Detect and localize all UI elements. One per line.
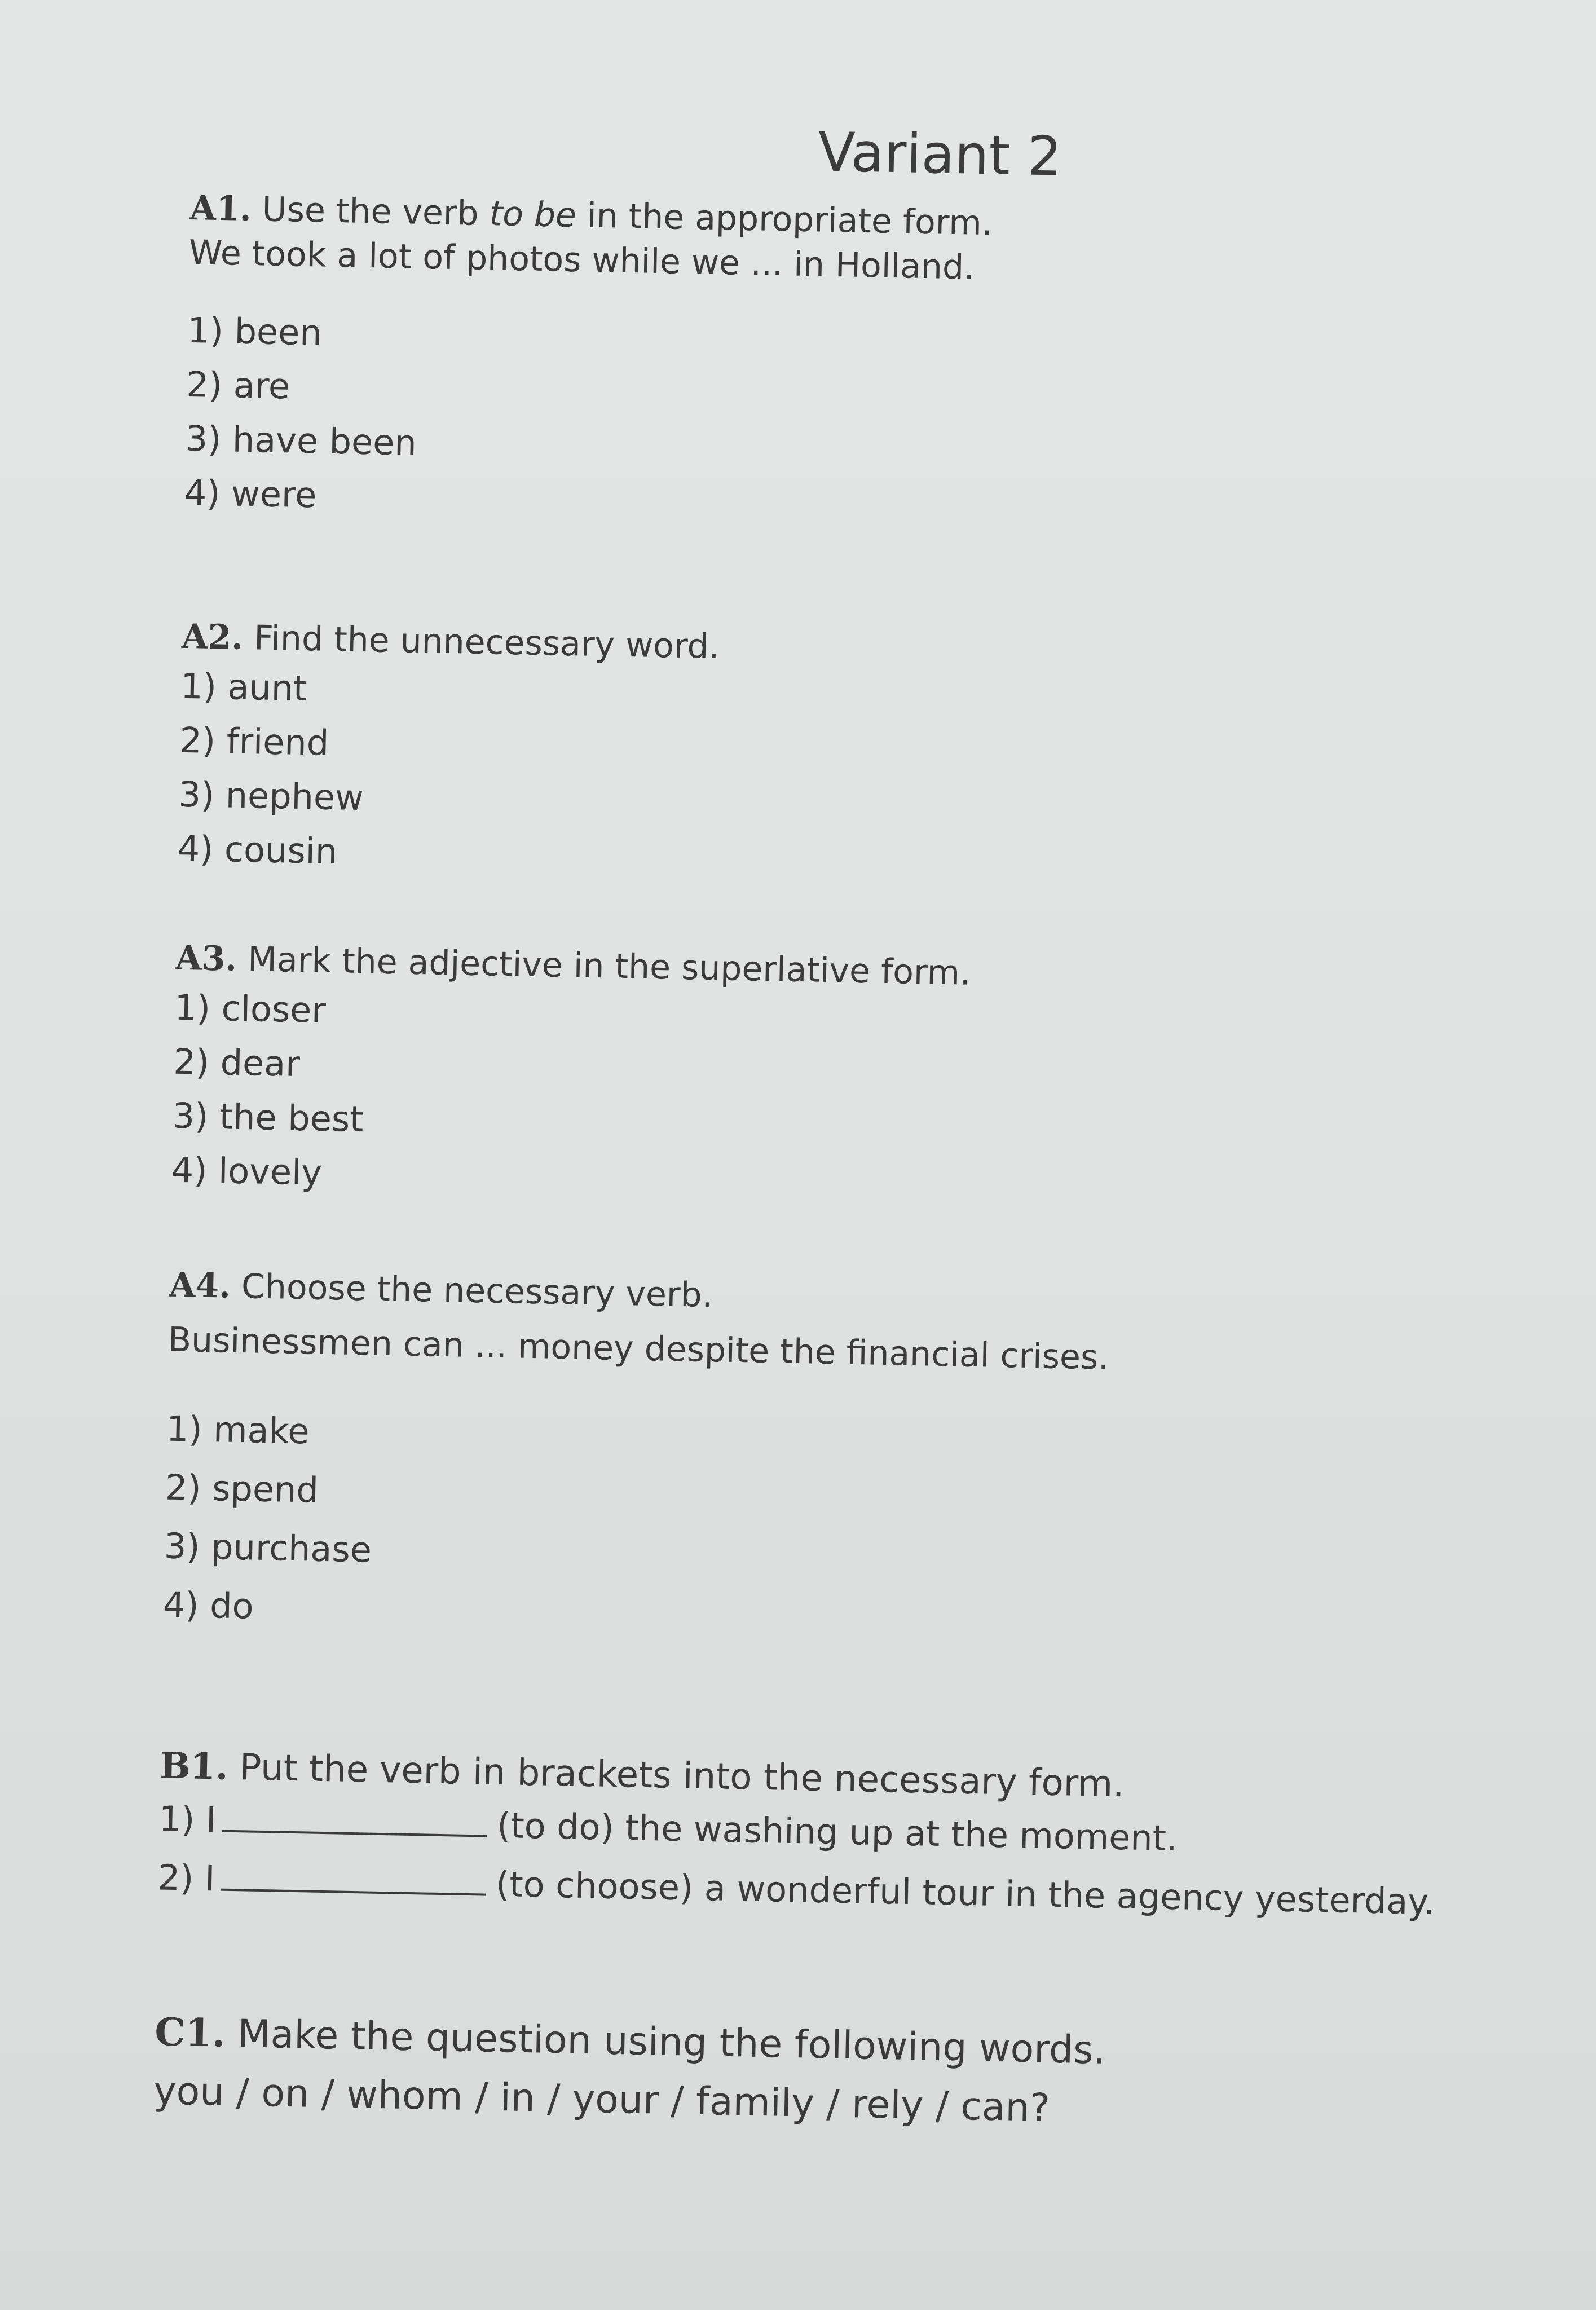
- question-c1: [153, 2007, 1509, 2143]
- question-number: A3.: [175, 938, 237, 979]
- question-number: A1.: [189, 188, 252, 230]
- option-2: 2) friend: [179, 719, 329, 764]
- question-a1: [184, 186, 1544, 546]
- question-c1-instruction: C1. Make the question using the following words.: [154, 2009, 1106, 2073]
- option-4: 4) lovely: [171, 1149, 323, 1193]
- answer-options: [162, 1400, 1520, 1660]
- question-a3-instruction: A3. Mark the adjective in the superlative form.: [175, 938, 971, 993]
- question-a3: [171, 936, 1529, 1223]
- gap-item-1: 1) I (to do) the washing up at the moment.: [158, 1798, 1178, 1859]
- question-a4: [162, 1263, 1523, 1660]
- answer-options: [171, 981, 1528, 1223]
- option-1: 1) closer: [174, 986, 327, 1031]
- option-3: 3) purchase: [164, 1525, 372, 1571]
- question-a2: [177, 615, 1535, 902]
- option-2: 2) spend: [165, 1466, 319, 1511]
- question-number: B1.: [159, 1744, 229, 1788]
- question-number: C1.: [154, 2009, 226, 2056]
- option-4: 4) do: [162, 1584, 254, 1627]
- option-3: 3) have been: [185, 418, 417, 464]
- answer-blank[interactable]: [222, 1802, 487, 1837]
- question-number: A2.: [181, 616, 244, 658]
- question-a1-sentence: We took a lot of photos while we ... in Holland.: [188, 233, 975, 288]
- option-3: 3) the best: [171, 1095, 364, 1140]
- option-4: 4) were: [184, 472, 317, 516]
- option-3: 3) nephew: [178, 773, 364, 819]
- question-b1: [157, 1742, 1514, 1933]
- question-number: A4.: [169, 1265, 231, 1306]
- option-1: 1) been: [187, 310, 323, 354]
- question-a2-instruction: A2. Find the unnecessary word.: [181, 616, 720, 667]
- question-a4-instruction: A4. Choose the necessary verb.: [169, 1265, 713, 1316]
- option-1: 1) aunt: [180, 665, 308, 709]
- page-title: Variant 2: [817, 120, 1062, 188]
- option-1: 1) make: [166, 1408, 310, 1452]
- option-2: 2) are: [186, 364, 290, 407]
- italic-verb: to be: [489, 194, 577, 236]
- answer-options: [177, 659, 1535, 902]
- worksheet-page: [153, 107, 1545, 2131]
- answer-options: [184, 303, 1541, 546]
- option-2: 2) dear: [173, 1041, 301, 1085]
- question-a4-sentence: Businessmen can ... money despite the financial crises.: [167, 1320, 1109, 1378]
- gap-item-2: 2) I (to choose) a wonderful tour in the agency yesterday.: [157, 1857, 1435, 1923]
- question-b1-instruction: B1. Put the verb in brackets into the necessary form.: [159, 1744, 1125, 1806]
- question-a1-instruction: A1. Use the verb to be in the appropriate form.: [189, 188, 993, 244]
- answer-blank[interactable]: [221, 1861, 486, 1896]
- option-4: 4) cousin: [177, 827, 338, 872]
- question-c1-words: you / on / whom / in / your / family / rely / can?: [153, 2069, 1051, 2131]
